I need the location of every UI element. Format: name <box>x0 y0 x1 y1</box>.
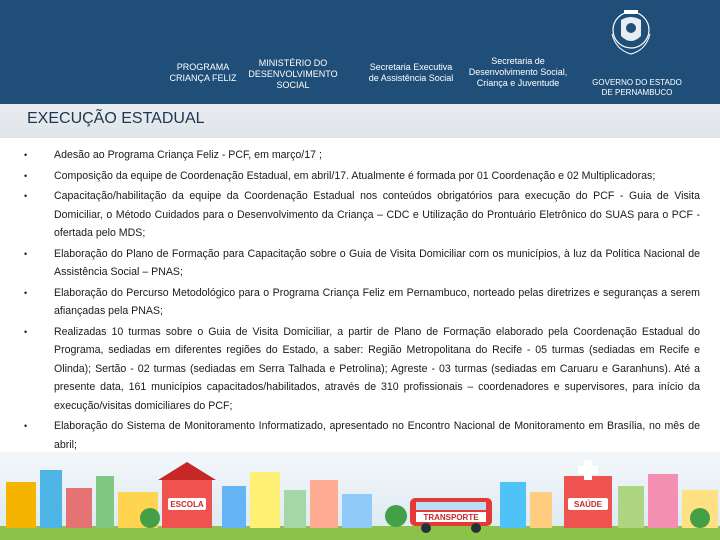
list-item-text: Elaboração do Plano de Formação para Capacitação sobre o Guia de Visita Domiciliar com os municípios, à luz da Política Nacional de Assistência Social – PNAS; <box>54 247 700 278</box>
list-item <box>24 284 700 321</box>
bullet-icon: • <box>24 170 28 181</box>
list-item <box>24 417 700 454</box>
bullet-icon: • <box>24 248 28 259</box>
header-bar <box>0 0 720 104</box>
list-item-text: Composição da equipe de Coordenação Estadual, em abril/17. Atualmente é formada por 01 Coordenação e 02 Multiplicadoras; <box>54 169 656 182</box>
bullet-icon: • <box>24 287 28 298</box>
list-item-text: Elaboração do Percurso Metodológico para o Programa Criança Feliz em Pernambuco, norteado pelas diretrizes e seguranças a serem afiançadas pela PNAS; <box>54 286 700 317</box>
list-item <box>24 167 700 186</box>
footer-illustration <box>0 452 720 540</box>
governo-label: GOVERNO DO ESTADO DE PERNAMBUCO <box>592 78 682 97</box>
bullet-icon: • <box>24 191 28 201</box>
list-item-text: Adesão ao Programa Criança Feliz - PCF, em março/17 ; <box>54 149 322 161</box>
bullet-icon: • <box>24 150 28 160</box>
execution-list <box>24 146 700 456</box>
bullet-icon: • <box>24 326 28 337</box>
ministry-label: MINISTÉRIO DO DESENVOLVIMENTO SOCIAL <box>248 58 338 90</box>
list-item <box>24 245 700 282</box>
escola-label: ESCOLA <box>170 500 204 509</box>
list-item-text: Elaboração do Sistema de Monitoramento Informatizado, apresentado no Encontro Nacional de Monitoramento em Brasília, no mês de abril; <box>54 420 700 451</box>
list-item-text: Realizadas 10 turmas sobre o Guia de Visita Domiciliar, a partir de Plano de Formação elaborado pela Coordenação Estadual do Programa, sediadas em diferentes regiões do Estado, a saber: Região Metropolitana do Recife - 05 turmas (sediadas em Recife e Olinda); Sertão - 02 turmas (sediadas em Serra Talhada e Petrolina); Agreste - 03 turmas (sediadas em Caruaru e Garanhuns). Até a presente data, 161 municípios capacitados/habilitados, através de 310 profissionais – coordenadores e supervisores, para início da execução/visitas domiciliares do PCF; <box>54 325 700 412</box>
secretaria-desenvolvimento-label: Secretaria de Desenvolvimento Social, Criança e Juventude <box>468 56 568 88</box>
saude-label: SAÚDE <box>573 500 602 509</box>
city-illustration <box>0 452 720 540</box>
program-label: PROGRAMA CRIANÇA FELIZ <box>169 62 237 83</box>
state-crest-icon <box>606 6 656 68</box>
bullet-icon: • <box>24 421 28 431</box>
list-item-text: Capacitação/habilitação da equipe da Coordenação Estadual nos conteúdos obrigatórios para execução do PCF - Guia de Visita Domiciliar, o Método Cuidados para o Desenvolvimento da Criança – CDC e Utilização do Prontuário Eletrônico do SUAS para o PCF - ofertada pelo MDS; <box>54 190 700 239</box>
list-item <box>24 323 700 416</box>
list-item <box>24 187 700 243</box>
section-title: EXECUÇÃO ESTADUAL <box>27 110 205 127</box>
list-item <box>24 146 700 165</box>
transporte-label: TRANSPORTE <box>423 513 479 522</box>
secretaria-executiva-label: Secretaria Executiva de Assistência Social <box>368 62 454 83</box>
